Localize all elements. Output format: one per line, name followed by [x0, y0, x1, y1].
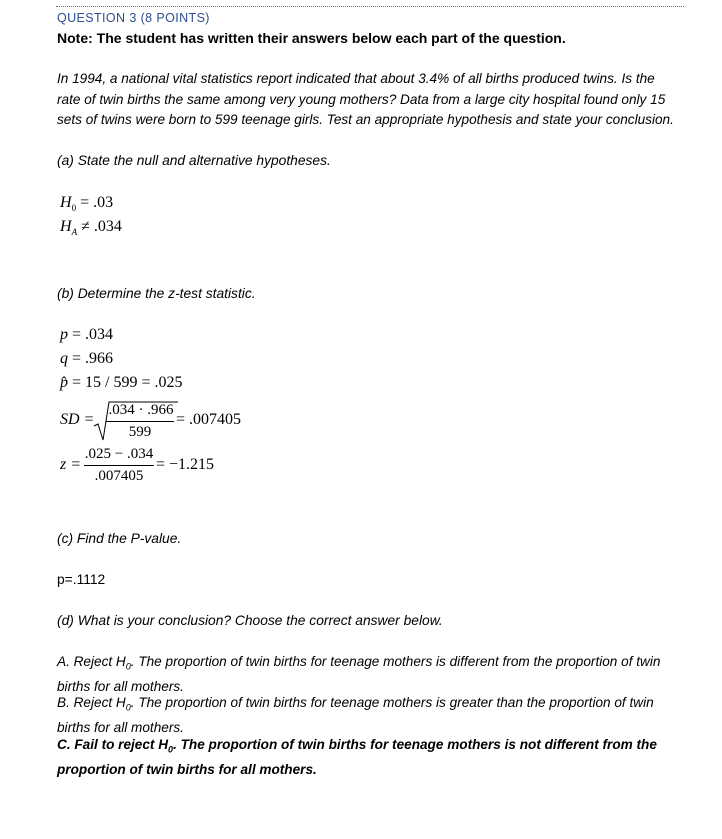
h0-symbol: H — [60, 194, 72, 211]
p-value-answer: p=.1112 — [57, 572, 106, 587]
part-d-prompt: (d) What is your conclusion? Choose the correct answer below. — [57, 613, 443, 628]
top-dotted-rule — [56, 6, 684, 7]
null-hypothesis — [60, 194, 113, 213]
ha-symbol: H — [60, 218, 72, 235]
part-a-prompt: (a) State the null and alternative hypotheses. — [57, 153, 331, 168]
h0-subscript: 0 — [71, 203, 77, 214]
z-denominator: .007405 — [94, 468, 144, 484]
sd-result: = .007405 — [176, 411, 242, 428]
q-equation — [60, 350, 113, 368]
z-numerator: .025 − .034 — [84, 446, 154, 462]
part-b-prompt: (b) Determine the z-test statistic. — [57, 286, 256, 301]
q-variable: q — [60, 350, 68, 367]
ha-subscript: A — [71, 227, 78, 238]
z-result: = −1.215 — [156, 456, 215, 473]
question-title: QUESTION 3 (8 POINTS) — [57, 11, 210, 25]
phat-value-expr: = 15 / 599 = .025 — [68, 374, 183, 391]
sd-fraction-bar — [106, 421, 174, 422]
option-b: B. Reject $H_0$. The proportion of twin births for teenage mothers is greater than the proportion of twin births for all mothers. — [57, 695, 654, 736]
p-equation — [60, 326, 113, 344]
sd-label: SD = — [60, 411, 95, 428]
problem-statement: In 1994, a national vital statistics report indicated that about 3.4% of all births produced twins. Is the rate of twin births the same among very young mothers? Data from a large city hospital found only 15 sets of twins were born to 599 teenage girls. Test an appropriate hypothesis and state your conclusion. — [57, 71, 674, 127]
h0-value: = .03 — [76, 194, 114, 211]
ha-value: ≠ .034 — [77, 218, 122, 235]
z-fraction-bar — [84, 465, 154, 466]
sd-numerator: .034 · .966 — [108, 402, 174, 418]
phat-equation — [60, 374, 183, 392]
student-note: Note: The student has written their answers below each part of the question. — [57, 30, 566, 46]
sd-denominator: 599 — [128, 424, 152, 440]
part-c-prompt: (c) Find the P-value. — [57, 531, 182, 546]
p-value-expr: = .034 — [68, 326, 114, 343]
alt-hypothesis — [60, 218, 122, 237]
z-label: z = — [60, 456, 82, 473]
q-value-expr: = .966 — [68, 350, 114, 367]
phat-variable: p̂ — [60, 374, 68, 391]
option-c-selected: C. Fail to reject $H_0$. The proportion of twin births for teenage mothers is not different from the proportion of twin births for all mothers. — [57, 737, 657, 778]
option-a: A. Reject $H_0$. The proportion of twin births for teenage mothers is different from the proportion of twin births for all mothers. — [57, 654, 661, 695]
p-variable: p — [60, 326, 68, 343]
